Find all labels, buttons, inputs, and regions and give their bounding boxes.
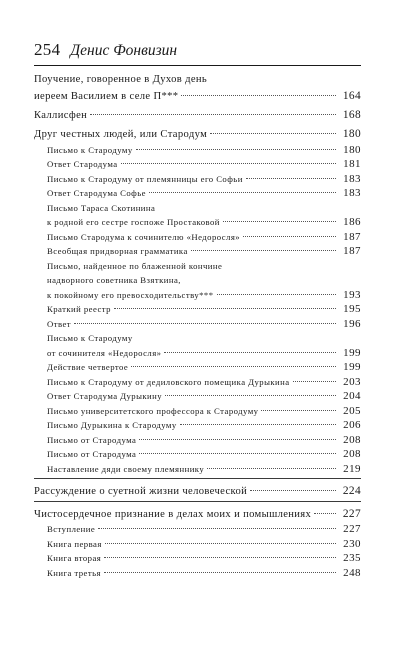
toc-entry-page: 227 bbox=[342, 507, 361, 520]
dot-leader bbox=[181, 85, 336, 97]
dot-leader bbox=[217, 285, 336, 295]
toc-entry-title: Письмо Дурыкина к Стародуму bbox=[47, 420, 177, 431]
toc-entry-page: 227 bbox=[343, 523, 361, 536]
dot-leader bbox=[121, 155, 336, 165]
toc-entry-title-line: Поучение, говоренное в Духов день bbox=[34, 74, 208, 85]
dot-leader bbox=[250, 479, 336, 491]
toc-entry-title: Письмо к Стародуму от племянницы его Софьи bbox=[47, 173, 243, 184]
toc-entry-page: 203 bbox=[343, 375, 361, 388]
toc-entry-title: Каллисфен bbox=[34, 110, 88, 122]
dot-leader bbox=[90, 104, 336, 116]
dot-leader bbox=[293, 372, 336, 382]
toc-entry-page: 230 bbox=[343, 537, 361, 550]
toc-entry-title: Ответ Стародума Софье bbox=[47, 188, 146, 199]
toc-entry-title: Письмо к Стародуму bbox=[47, 144, 133, 155]
toc-entry-page: 204 bbox=[343, 390, 361, 403]
toc-entry-page: 164 bbox=[342, 90, 361, 103]
toc-entry[interactable] bbox=[34, 331, 361, 360]
toc-entry-title: Друг честных людей, или Стародум bbox=[34, 129, 208, 141]
toc-entry-title: Действие четвертое bbox=[47, 362, 129, 373]
toc-entry-page: 208 bbox=[343, 448, 361, 461]
toc-entry-title: Письмо университетского профессора к Стародуму bbox=[47, 405, 259, 416]
toc-entry-title-line: Письмо Тараса Скотинина bbox=[47, 202, 156, 213]
toc-entry-page: 193 bbox=[343, 288, 361, 301]
dot-leader bbox=[149, 184, 336, 194]
toc-entry[interactable] bbox=[34, 317, 361, 332]
toc-entry-page: 183 bbox=[343, 187, 361, 200]
toc-entry-title: Вступление bbox=[47, 524, 96, 535]
dot-leader bbox=[164, 343, 336, 353]
dot-leader bbox=[98, 520, 336, 530]
toc-entry-page: 235 bbox=[343, 552, 361, 565]
dot-leader bbox=[136, 140, 336, 150]
dot-leader bbox=[104, 549, 336, 559]
author-name: Денис Фонвизин bbox=[70, 42, 178, 59]
header-rule bbox=[34, 65, 361, 66]
dot-leader bbox=[131, 358, 336, 368]
toc-entry-page: 199 bbox=[343, 346, 361, 359]
toc-entry-title: Ответ Стародума Дурыкину bbox=[47, 391, 163, 402]
dot-leader bbox=[191, 242, 336, 252]
toc-entry-title: Краткий реестр bbox=[47, 304, 111, 315]
toc-entry-page: 248 bbox=[343, 566, 361, 579]
toc-entry-page: 199 bbox=[343, 361, 361, 374]
toc-entry-title: к родной его сестре госпоже Простаковой bbox=[47, 217, 220, 228]
toc-entry[interactable] bbox=[34, 566, 361, 581]
toc-entry-title: к покойному его превосходительству*** bbox=[47, 289, 214, 300]
toc-entry-page: 208 bbox=[343, 433, 361, 446]
toc-entry-title: от сочинителя «Недоросля» bbox=[47, 347, 162, 358]
toc-entry-title: Письмо Стародума к сочинителю «Недоросля» bbox=[47, 231, 241, 242]
toc-entry-page: 187 bbox=[343, 245, 361, 258]
toc-entry-title: Наставление дяди своему племяннику bbox=[47, 463, 205, 474]
dot-leader bbox=[165, 387, 336, 397]
dot-leader bbox=[243, 227, 336, 237]
dot-leader bbox=[223, 213, 336, 223]
dot-leader bbox=[114, 300, 336, 310]
toc-entry[interactable] bbox=[34, 462, 361, 477]
toc-entry[interactable] bbox=[34, 482, 361, 499]
toc-entry-page: 205 bbox=[343, 404, 361, 417]
page-number: 254 bbox=[34, 40, 61, 59]
toc-entry-title: Ответ Стародума bbox=[47, 159, 118, 170]
dot-leader bbox=[104, 563, 336, 573]
toc-entry-page: 186 bbox=[343, 216, 361, 229]
toc-entry-page: 195 bbox=[343, 303, 361, 316]
toc-entry[interactable] bbox=[34, 201, 361, 230]
dot-leader bbox=[105, 534, 336, 544]
toc-entry-title: иереем Василием в селе П*** bbox=[34, 91, 179, 103]
toc-entry-page: 168 bbox=[342, 109, 361, 122]
toc-entry-title-line: Письмо, найденное по блаженной кончине bbox=[47, 260, 223, 271]
toc-entry-title: Книга вторая bbox=[47, 553, 102, 564]
toc-entry-title: Письмо от Стародума bbox=[47, 434, 137, 445]
dot-leader bbox=[139, 445, 336, 455]
toc-entry-title: Письмо от Стародума bbox=[47, 449, 137, 460]
toc-entry[interactable] bbox=[34, 107, 361, 124]
toc-entry-page: 196 bbox=[343, 317, 361, 330]
toc-entry-title: Чистосердечное признание в делах моих и помышлениях bbox=[34, 508, 312, 520]
dot-leader bbox=[74, 314, 336, 324]
toc-entry-page: 206 bbox=[343, 419, 361, 432]
toc-entry-title: Всеобщая придворная грамматика bbox=[47, 246, 188, 257]
running-header bbox=[34, 40, 177, 60]
toc-entry-page: 181 bbox=[343, 158, 361, 171]
toc-entry-title-line: Письмо к Стародуму bbox=[47, 333, 133, 344]
toc-entry[interactable] bbox=[34, 186, 361, 201]
dot-leader bbox=[261, 401, 336, 411]
dot-leader bbox=[210, 123, 336, 135]
section-divider bbox=[34, 501, 361, 502]
dot-leader bbox=[139, 430, 336, 440]
toc-entry[interactable] bbox=[34, 73, 361, 105]
dot-leader bbox=[246, 169, 336, 179]
dot-leader bbox=[207, 459, 336, 469]
toc-entry-title: Книга третья bbox=[47, 567, 101, 578]
dot-leader bbox=[314, 502, 336, 514]
toc-entry-page: 187 bbox=[343, 230, 361, 243]
dot-leader bbox=[180, 416, 336, 426]
toc-entry-title: Письмо к Стародуму от дедиловского помещика Дурыкина bbox=[47, 376, 290, 387]
table-of-contents bbox=[34, 73, 361, 580]
toc-entry-title-line: надворного советника Взяткина, bbox=[47, 275, 181, 286]
toc-entry-page: 224 bbox=[342, 484, 361, 497]
toc-entry-title: Книга первая bbox=[47, 538, 102, 549]
toc-entry-page: 219 bbox=[343, 462, 361, 475]
toc-entry[interactable] bbox=[34, 244, 361, 259]
toc-entry-title: Рассуждение о суетной жизни человеческой bbox=[34, 485, 248, 497]
toc-entry-title: Ответ bbox=[47, 318, 72, 329]
toc-entry[interactable] bbox=[34, 259, 361, 303]
toc-entry-page: 183 bbox=[343, 172, 361, 185]
toc-entry-page: 180 bbox=[343, 143, 361, 156]
toc-entry-page: 180 bbox=[342, 128, 361, 141]
